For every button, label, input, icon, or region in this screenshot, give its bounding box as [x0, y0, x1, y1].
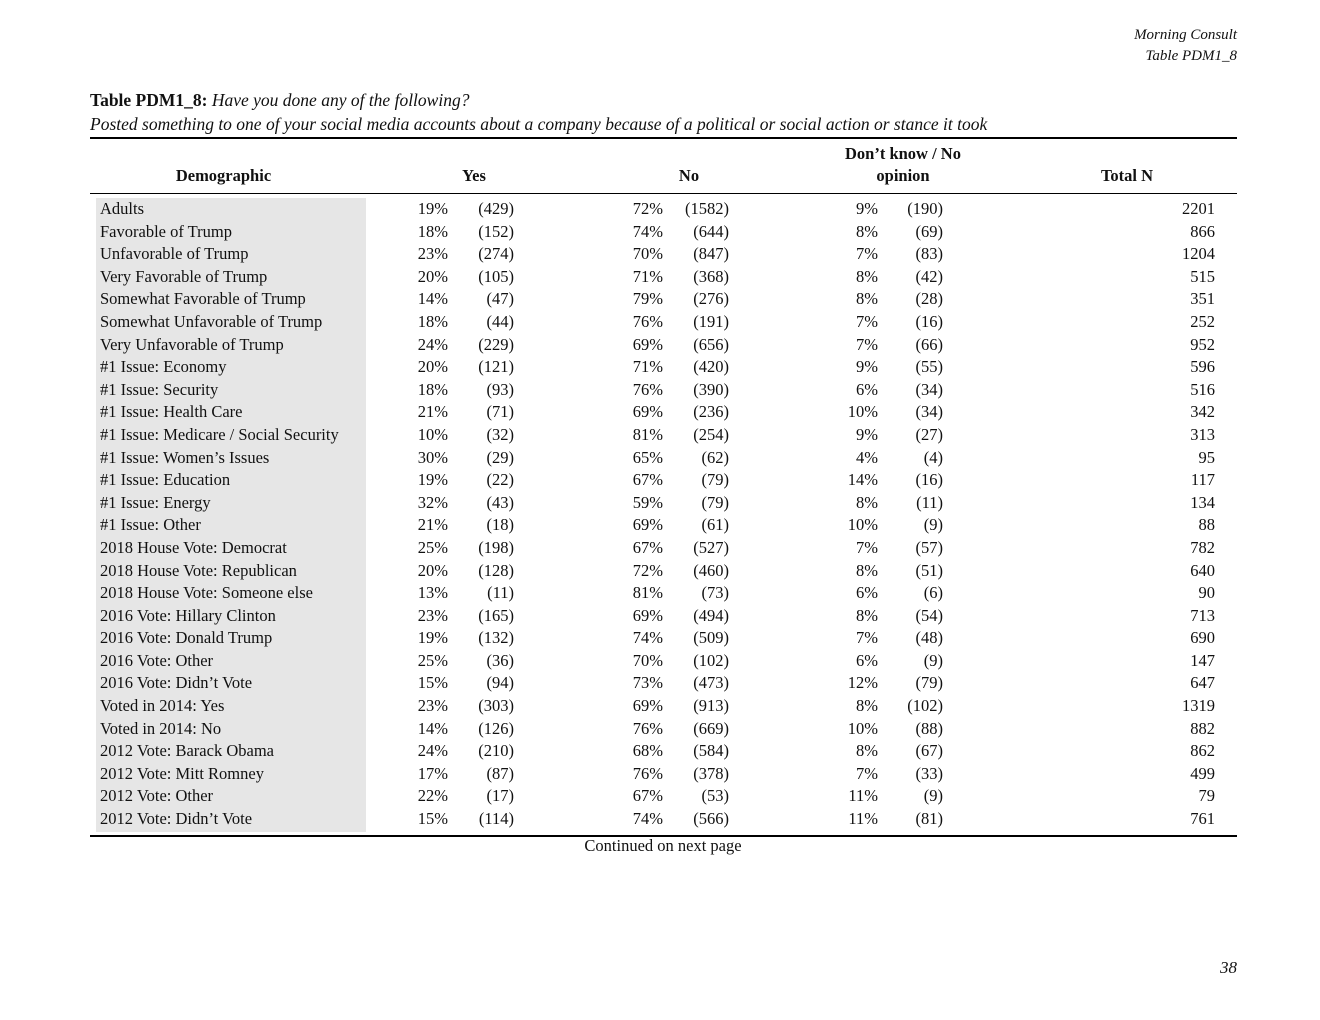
demographic-cell: #1 Issue: Education	[100, 470, 231, 490]
yes-pct-cell: 15%	[417, 673, 448, 693]
yes-pct-cell: 32%	[417, 492, 448, 512]
total-n-cell: 862	[1190, 741, 1215, 761]
dk-pct-cell: 9%	[856, 199, 878, 218]
demographic-cell: 2018 House Vote: Republican	[100, 560, 297, 580]
col-header-demographic: Demographic	[175, 166, 272, 185]
yes-pct-cell: 19%	[417, 470, 448, 490]
yes-n-cell: (18)	[486, 515, 514, 535]
no-pct-cell: 71%	[632, 266, 663, 286]
dk-pct-cell: 7%	[856, 334, 878, 354]
dk-n-cell: (6)	[923, 583, 943, 603]
yes-n-cell: (165)	[478, 605, 514, 625]
yes-n-cell: (126)	[478, 718, 514, 738]
yes-pct-cell: 18%	[417, 311, 448, 331]
demographic-cell: #1 Issue: Economy	[100, 357, 227, 377]
yes-n-cell: (36)	[486, 650, 514, 670]
dk-n-cell: (16)	[915, 470, 943, 490]
table-row	[90, 514, 1237, 537]
dk-n-cell: (54)	[915, 605, 943, 625]
demographic-cell: 2016 Vote: Donald Trump	[100, 628, 273, 648]
yes-pct-cell: 15%	[417, 809, 448, 829]
total-n-cell: 313	[1190, 424, 1215, 444]
dk-n-cell: (67)	[915, 741, 943, 761]
total-n-cell: 515	[1190, 266, 1215, 286]
total-n-cell: 134	[1190, 492, 1215, 512]
demographic-cell: Voted in 2014: Yes	[100, 696, 225, 716]
no-n-cell: (79)	[701, 470, 729, 490]
no-n-cell: (460)	[693, 560, 729, 580]
yes-n-cell: (303)	[478, 696, 514, 716]
dk-n-cell: (28)	[915, 289, 943, 309]
dk-pct-cell: 8%	[856, 266, 878, 286]
table-row	[90, 356, 1237, 379]
dk-pct-cell: 10%	[847, 402, 878, 422]
yes-pct-cell: 18%	[417, 379, 448, 399]
dk-pct-cell: 6%	[856, 583, 878, 603]
dk-n-cell: (48)	[915, 628, 943, 648]
yes-n-cell: (198)	[478, 537, 514, 557]
demographic-cell: 2016 Vote: Didn’t Vote	[100, 673, 253, 693]
no-n-cell: (913)	[693, 696, 729, 716]
table-row	[90, 763, 1237, 786]
dk-pct-cell: 10%	[847, 515, 878, 535]
demographic-cell: 2012 Vote: Didn’t Vote	[100, 809, 253, 829]
page-number: 38	[1220, 958, 1237, 977]
table-row	[90, 605, 1237, 628]
total-n-cell: 88	[1198, 515, 1215, 535]
table-id: Table PDM1_8	[1145, 48, 1237, 64]
demographic-cell: Very Unfavorable of Trump	[100, 334, 284, 354]
yes-pct-cell: 30%	[417, 447, 448, 467]
dk-pct-cell: 9%	[856, 357, 878, 377]
table-row	[90, 718, 1237, 741]
dk-n-cell: (79)	[915, 673, 943, 693]
total-n-cell: 95	[1198, 447, 1215, 467]
col-header-total: Total N	[1100, 166, 1154, 185]
demographic-cell: #1 Issue: Health Care	[100, 402, 243, 422]
total-n-cell: 516	[1190, 379, 1215, 399]
no-n-cell: (191)	[693, 311, 729, 331]
demographic-cell: Unfavorable of Trump	[100, 244, 249, 264]
dk-n-cell: (190)	[907, 199, 943, 218]
no-pct-cell: 68%	[632, 741, 663, 761]
dk-n-cell: (57)	[915, 537, 943, 557]
demographic-cell: 2016 Vote: Other	[100, 650, 214, 670]
yes-pct-cell: 22%	[417, 786, 448, 806]
dk-n-cell: (102)	[907, 696, 943, 716]
yes-n-cell: (22)	[486, 470, 514, 490]
yes-n-cell: (128)	[478, 560, 514, 580]
yes-n-cell: (274)	[478, 244, 514, 264]
no-n-cell: (254)	[693, 424, 729, 444]
demographic-cell: Voted in 2014: No	[100, 718, 222, 738]
dk-pct-cell: 8%	[856, 605, 878, 625]
no-n-cell: (509)	[693, 628, 729, 648]
total-n-cell: 713	[1190, 605, 1215, 625]
yes-n-cell: (210)	[478, 741, 514, 761]
demographic-cell: #1 Issue: Security	[100, 379, 219, 399]
no-n-cell: (390)	[693, 379, 729, 399]
dk-n-cell: (27)	[915, 424, 943, 444]
dk-pct-cell: 6%	[856, 650, 878, 670]
yes-pct-cell: 13%	[417, 583, 448, 603]
dk-n-cell: (4)	[923, 447, 943, 467]
table-row	[90, 424, 1237, 447]
demographic-cell: 2012 Vote: Mitt Romney	[100, 763, 264, 783]
demographic-cell: Somewhat Favorable of Trump	[100, 289, 306, 309]
total-n-cell: 117	[1190, 470, 1215, 490]
table-row	[90, 243, 1237, 266]
total-n-cell: 761	[1190, 809, 1215, 829]
yes-n-cell: (105)	[478, 266, 514, 286]
no-pct-cell: 74%	[632, 809, 663, 829]
no-pct-cell: 69%	[632, 605, 663, 625]
total-n-cell: 647	[1190, 673, 1215, 693]
yes-pct-cell: 14%	[417, 718, 448, 738]
no-n-cell: (53)	[701, 786, 729, 806]
yes-pct-cell: 17%	[417, 763, 448, 783]
yes-n-cell: (17)	[486, 786, 514, 806]
total-n-cell: 252	[1190, 311, 1215, 331]
dk-n-cell: (81)	[915, 809, 943, 829]
dk-n-cell: (34)	[915, 402, 943, 422]
table-row	[90, 288, 1237, 311]
no-n-cell: (527)	[693, 537, 729, 557]
demographic-cell: 2012 Vote: Other	[100, 786, 214, 806]
yes-n-cell: (132)	[478, 628, 514, 648]
yes-pct-cell: 21%	[417, 515, 448, 535]
no-n-cell: (669)	[693, 718, 729, 738]
no-pct-cell: 69%	[632, 334, 663, 354]
total-n-cell: 882	[1190, 718, 1215, 738]
table-question: Have you done any of the following?	[211, 90, 470, 110]
yes-n-cell: (44)	[486, 311, 514, 331]
col-header-yes: Yes	[462, 166, 486, 185]
dk-pct-cell: 9%	[856, 424, 878, 444]
dk-pct-cell: 11%	[848, 786, 878, 806]
dk-pct-cell: 7%	[856, 244, 878, 264]
no-n-cell: (420)	[693, 357, 729, 377]
yes-pct-cell: 21%	[417, 402, 448, 422]
no-n-cell: (656)	[693, 334, 729, 354]
dk-pct-cell: 7%	[856, 763, 878, 783]
col-header-dk-line2: opinion	[876, 166, 930, 185]
yes-pct-cell: 20%	[417, 357, 448, 377]
col-header-no: No	[678, 166, 700, 185]
no-n-cell: (368)	[693, 266, 729, 286]
no-n-cell: (73)	[701, 583, 729, 603]
dk-pct-cell: 8%	[856, 492, 878, 512]
continued-note: Continued on next page	[584, 836, 742, 855]
total-n-cell: 952	[1190, 334, 1215, 354]
dk-pct-cell: 7%	[856, 311, 878, 331]
no-pct-cell: 69%	[632, 515, 663, 535]
total-n-cell: 866	[1190, 221, 1215, 241]
table-row	[90, 560, 1237, 583]
total-n-cell: 640	[1190, 560, 1215, 580]
yes-pct-cell: 25%	[417, 537, 448, 557]
total-n-cell: 782	[1190, 537, 1215, 557]
report-header	[1134, 25, 1237, 67]
table-subtitle: Posted something to one of your social media accounts about a company because of a political or social action or stance it took	[90, 114, 988, 134]
dk-pct-cell: 8%	[856, 696, 878, 716]
yes-n-cell: (32)	[486, 424, 514, 444]
dk-pct-cell: 10%	[847, 718, 878, 738]
no-pct-cell: 70%	[632, 650, 663, 670]
no-n-cell: (473)	[693, 673, 729, 693]
dk-pct-cell: 8%	[856, 289, 878, 309]
table-row	[90, 379, 1237, 402]
dk-n-cell: (11)	[916, 492, 943, 512]
table-row	[90, 650, 1237, 673]
dk-n-cell: (42)	[915, 266, 943, 286]
dk-n-cell: (66)	[915, 334, 943, 354]
table-row	[90, 447, 1237, 470]
dk-n-cell: (51)	[915, 560, 943, 580]
no-n-cell: (644)	[693, 221, 729, 241]
no-pct-cell: 74%	[632, 628, 663, 648]
yes-pct-cell: 20%	[417, 560, 448, 580]
dk-pct-cell: 7%	[856, 628, 878, 648]
table-row	[90, 401, 1237, 424]
no-pct-cell: 81%	[632, 583, 663, 603]
header-rule	[90, 193, 1237, 194]
no-pct-cell: 59%	[632, 492, 663, 512]
table-row	[90, 334, 1237, 357]
top-rule	[90, 137, 1237, 139]
yes-pct-cell: 14%	[417, 289, 448, 309]
no-pct-cell: 67%	[632, 537, 663, 557]
table-row	[90, 266, 1237, 289]
demographic-cell: Adults	[100, 199, 145, 218]
total-n-cell: 499	[1190, 763, 1215, 783]
yes-pct-cell: 23%	[417, 244, 448, 264]
no-pct-cell: 69%	[632, 696, 663, 716]
demographic-cell: #1 Issue: Women’s Issues	[100, 447, 270, 467]
dk-n-cell: (83)	[915, 244, 943, 264]
yes-n-cell: (94)	[486, 673, 514, 693]
total-n-cell: 690	[1190, 628, 1215, 648]
dk-pct-cell: 4%	[856, 447, 878, 467]
dk-pct-cell: 8%	[856, 221, 878, 241]
total-n-cell: 79	[1198, 786, 1215, 806]
dk-n-cell: (34)	[915, 379, 943, 399]
demographic-cell: 2016 Vote: Hillary Clinton	[100, 605, 276, 625]
demographic-cell: Favorable of Trump	[100, 221, 232, 241]
table-row	[90, 695, 1237, 718]
no-n-cell: (62)	[701, 447, 729, 467]
table-title	[90, 88, 987, 136]
no-n-cell: (847)	[693, 244, 729, 264]
dk-pct-cell: 11%	[848, 809, 878, 829]
yes-pct-cell: 23%	[417, 605, 448, 625]
demographic-cell: #1 Issue: Energy	[100, 492, 211, 512]
demographic-cell: 2012 Vote: Barack Obama	[100, 741, 274, 761]
yes-pct-cell: 24%	[417, 334, 448, 354]
total-n-cell: 342	[1190, 402, 1215, 422]
dk-pct-cell: 7%	[856, 537, 878, 557]
yes-n-cell: (429)	[478, 199, 514, 218]
table-label: Table PDM1_8:	[90, 90, 208, 110]
yes-pct-cell: 18%	[417, 221, 448, 241]
no-pct-cell: 76%	[632, 311, 663, 331]
yes-n-cell: (114)	[478, 809, 514, 829]
yes-n-cell: (71)	[486, 402, 514, 422]
dk-pct-cell: 6%	[856, 379, 878, 399]
yes-n-cell: (43)	[486, 492, 514, 512]
no-pct-cell: 65%	[632, 447, 663, 467]
no-pct-cell: 74%	[632, 221, 663, 241]
org-name: Morning Consult	[1134, 27, 1237, 43]
dk-pct-cell: 14%	[847, 470, 878, 490]
yes-pct-cell: 19%	[417, 199, 448, 218]
yes-pct-cell: 23%	[417, 696, 448, 716]
dk-n-cell: (9)	[923, 786, 943, 806]
total-n-cell: 1319	[1182, 696, 1215, 716]
table-row	[90, 627, 1237, 650]
table-body	[90, 198, 1237, 831]
dk-n-cell: (9)	[923, 650, 943, 670]
no-pct-cell: 69%	[632, 402, 663, 422]
table-row	[90, 311, 1237, 334]
yes-pct-cell: 10%	[417, 424, 448, 444]
demographic-cell: 2018 House Vote: Someone else	[100, 583, 313, 603]
no-pct-cell: 72%	[632, 560, 663, 580]
dk-n-cell: (69)	[915, 221, 943, 241]
total-n-cell: 596	[1190, 357, 1215, 377]
total-n-cell: 147	[1190, 650, 1215, 670]
no-pct-cell: 71%	[632, 357, 663, 377]
no-n-cell: (102)	[693, 650, 729, 670]
no-n-cell: (494)	[693, 605, 729, 625]
no-n-cell: (61)	[701, 515, 729, 535]
demographic-cell: #1 Issue: Other	[100, 515, 201, 535]
table-row	[90, 537, 1237, 560]
no-n-cell: (378)	[693, 763, 729, 783]
no-pct-cell: 72%	[632, 199, 663, 218]
demographic-cell: 2018 House Vote: Democrat	[100, 537, 287, 557]
no-pct-cell: 76%	[632, 763, 663, 783]
yes-n-cell: (29)	[486, 447, 514, 467]
demographic-cell: Very Favorable of Trump	[100, 266, 268, 286]
no-n-cell: (79)	[701, 492, 729, 512]
no-pct-cell: 67%	[632, 786, 663, 806]
table-row	[90, 808, 1237, 831]
dk-n-cell: (33)	[915, 763, 943, 783]
yes-n-cell: (93)	[486, 379, 514, 399]
no-n-cell: (276)	[693, 289, 729, 309]
no-n-cell: (566)	[693, 809, 729, 829]
yes-n-cell: (87)	[486, 763, 514, 783]
total-n-cell: 2201	[1182, 199, 1215, 218]
no-pct-cell: 70%	[632, 244, 663, 264]
dk-n-cell: (88)	[915, 718, 943, 738]
yes-pct-cell: 25%	[417, 650, 448, 670]
yes-n-cell: (152)	[478, 221, 514, 241]
no-pct-cell: 76%	[632, 379, 663, 399]
no-n-cell: (236)	[693, 402, 729, 422]
yes-pct-cell: 19%	[417, 628, 448, 648]
no-n-cell: (1582)	[685, 199, 729, 218]
table-row	[90, 469, 1237, 492]
total-n-cell: 1204	[1182, 244, 1215, 264]
no-pct-cell: 79%	[632, 289, 663, 309]
table-row	[90, 198, 1237, 221]
demographic-cell: #1 Issue: Medicare / Social Security	[100, 424, 339, 444]
no-n-cell: (584)	[693, 741, 729, 761]
yes-n-cell: (121)	[478, 357, 514, 377]
col-header-dk	[803, 143, 1003, 187]
table-row	[90, 672, 1237, 695]
no-pct-cell: 76%	[632, 718, 663, 738]
table-row	[90, 740, 1237, 763]
dk-n-cell: (16)	[915, 311, 943, 331]
dk-n-cell: (55)	[915, 357, 943, 377]
yes-n-cell: (11)	[487, 583, 514, 603]
yes-n-cell: (229)	[478, 334, 514, 354]
yes-pct-cell: 24%	[417, 741, 448, 761]
no-pct-cell: 73%	[632, 673, 663, 693]
yes-pct-cell: 20%	[417, 266, 448, 286]
total-n-cell: 351	[1190, 289, 1215, 309]
table-row	[90, 221, 1237, 244]
col-header-dk-line1: Don’t know / No	[845, 144, 961, 163]
dk-pct-cell: 12%	[847, 673, 878, 693]
dk-pct-cell: 8%	[856, 741, 878, 761]
yes-n-cell: (47)	[486, 289, 514, 309]
dk-n-cell: (9)	[923, 515, 943, 535]
no-pct-cell: 81%	[632, 424, 663, 444]
table-row	[90, 492, 1237, 515]
demographic-cell: Somewhat Unfavorable of Trump	[100, 311, 323, 331]
total-n-cell: 90	[1198, 583, 1215, 603]
no-pct-cell: 67%	[632, 470, 663, 490]
dk-pct-cell: 8%	[856, 560, 878, 580]
table-row	[90, 582, 1237, 605]
table-row	[90, 785, 1237, 808]
